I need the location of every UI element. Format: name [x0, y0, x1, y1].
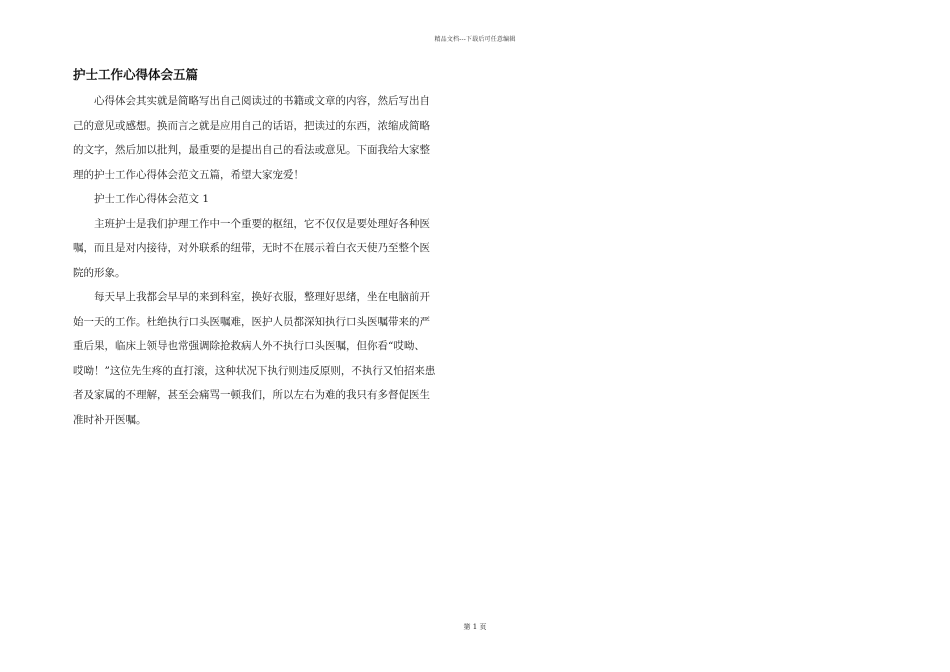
document-body — [73, 66, 465, 432]
intro-paragraph — [73, 89, 465, 187]
section-heading — [73, 187, 465, 212]
paragraph-line: 准时补开医嘱。 — [73, 413, 147, 426]
paragraph-line: 哎呦！”这位先生疼的直打滚，这种状况下执行则违反原则，不执行又怕招来患 — [73, 364, 436, 377]
page-number: 第 1 页 — [463, 623, 487, 631]
intro-line: 心得体会其实就是简略写出自己阅读过的书籍或文章的内容，然后写出自 — [94, 95, 430, 107]
section-heading-text: 护士工作心得体会范文 1 — [94, 193, 210, 205]
intro-line: 的文字，然后加以批判，最重要的是提出自己的看法或意见。下面我给大家整 — [73, 144, 430, 156]
paragraph-line: 者及家属的不理解，甚至会痛骂一顿我们，所以左右为难的我只有多督促医生 — [73, 389, 430, 401]
body-paragraph-2 — [73, 285, 465, 432]
paragraph-line: 重后果，临床上领导也常强调除抢救病人外不执行口头医嘱，但你看“哎呦、 — [73, 340, 425, 352]
paragraph-line: 院的形象。 — [73, 266, 126, 279]
paragraph-line: 每天早上我都会早早的来到科室，换好衣服，整理好思绪，坐在电脑前开 — [94, 291, 430, 303]
paragraph-line: 主班护士是我们护理工作中一个重要的枢纽，它不仅仅是要处理好各种医 — [94, 217, 430, 230]
header-note: 精品文档---下载后可任意编辑 — [434, 36, 516, 43]
body-paragraph-1 — [73, 212, 465, 286]
paragraph-line: 始一天的工作。杜绝执行口头医嘱难，医护人员都深知执行口头医嘱带来的严 — [73, 315, 430, 328]
document-title: 护士工作心得体会五篇 — [73, 67, 199, 82]
intro-line: 理的护士工作心得体会范文五篇，希望大家宠爱！ — [73, 168, 304, 181]
paragraph-line: 嘱，而且是对内接待，对外联系的纽带，无时不在展示着白衣天使乃至整个医 — [73, 242, 430, 254]
intro-line: 己的意见或感想。换而言之就是应用自己的话语，把读过的东西，浓缩成简略 — [73, 119, 430, 132]
